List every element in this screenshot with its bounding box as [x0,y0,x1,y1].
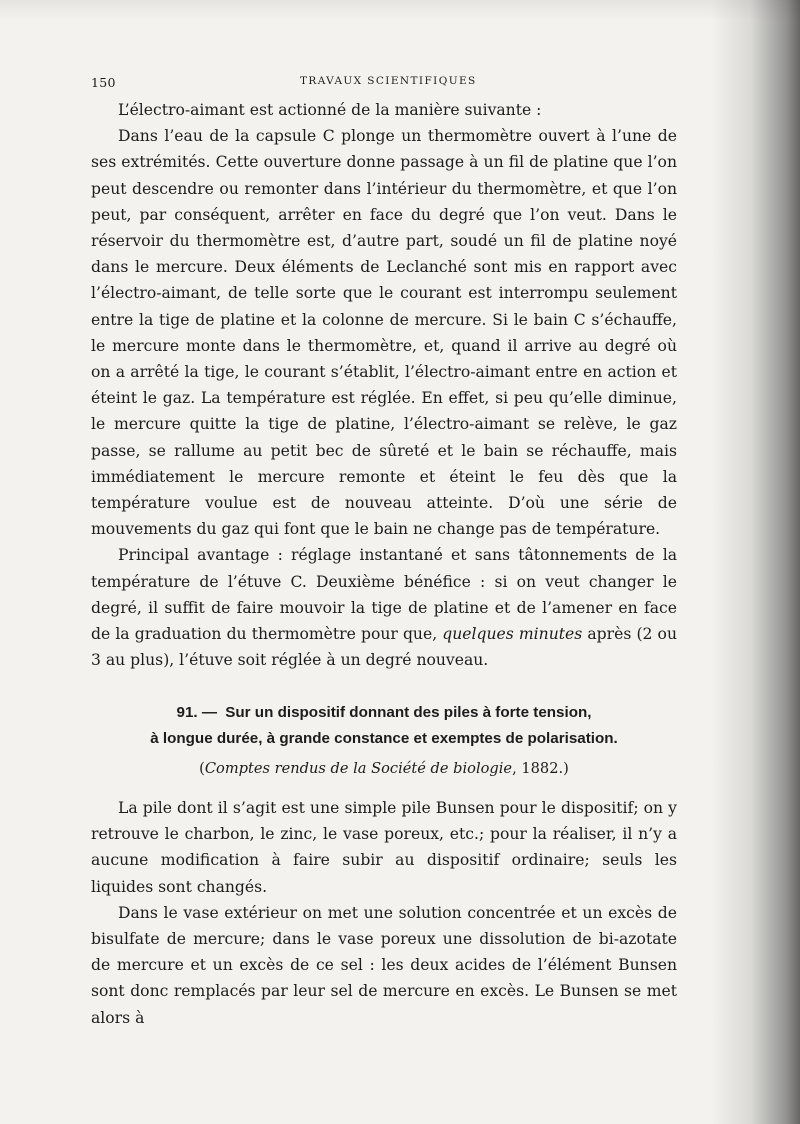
scan-shadow-top [0,0,800,20]
section-number: 91. — [176,704,218,721]
section-title-part-1: Sur un dispositif donnant des piles à forte tension, [225,704,592,721]
section-title-part-2: à longue durée, à grande constance et exemptes de polarisation. [150,730,618,747]
running-head: TRAVAUX SCIENTIFIQUES [300,75,477,87]
body-text-bottom [91,795,677,1031]
paragraph [91,542,677,673]
paragraph: Dans l’eau de la capsule C plonge un thermomètre ouvert à l’une de ses extrémités. Cette ouverture donne passage à un fil de platine que l’on peut descendre ou remonter dans l’intérieur du thermomètre, et que l’on peut, par conséquent, arrêter en face du degré que l’on veut. Dans le réservoir du thermomètre est, d’autre part, soudé un fil de platine noyé dans le mercure. Deux éléments de Leclanché sont mis en rapport avec l’électro-aimant, de telle sorte que le courant est interrompu seulement entre la tige de platine et la colonne de mercure. Si le bain C s’échauffe, le mercure monte dans le thermomètre, et, quand il arrive au degré où on a arrêté la tige, le courant s’établit, l’électro-aimant entre en action et éteint le gaz. La température est réglée. En effet, si peu qu’elle diminue, le mercure quitte la tige de platine, l’électro-aimant se relève, le gaz passe, se rallume au petit bec de sûreté et le bain se réchauffe, mais immédiatement le mercure remonte et éteint le feu dès que la température voulue est de nouveau atteinte. D’où une série de mouvements du gaz qui font que le bain ne change pas de température. [91,127,677,539]
source-citation [91,760,677,777]
paragraph-text: Principal avantage : réglage instantané et sans tâtonnements de la température de l’étuve C. Deuxième bénéfice : si on veut changer le degré, il suffit de faire mouvoir la tige de platine et de l’amener en face de la graduation du thermomètre pour que, [91,546,677,644]
citation-journal: Comptes rendus de la Société de biologie [204,760,513,777]
italic-phrase: quelques minutes [442,625,583,644]
paragraph: L’électro-aimant est actionné de la manière suivante : [118,101,542,119]
paragraph-text: après (2 ou 3 au plus), l’étuve soit réglée à un degré nouveau. [91,625,677,670]
scan-shadow-right [710,0,800,1124]
section-heading [91,700,677,752]
paragraph: Dans le vase extérieur on met une solution concentrée et un excès de bisulfate de mercure; dans le vase poreux une dissolution de bi-azotate de mercure et un excès de ce sel : les deux acides de l’élément Bunsen sont donc remplacés par leur sel de mercure en excès. Le Bunsen se met alors à [91,903,677,1027]
citation-paren: ( [199,760,205,777]
section-heading-line-1 [91,700,677,726]
page-number: 150 [91,75,116,90]
citation-year: , 1882.) [512,760,569,777]
body-text-top [91,97,677,673]
paragraph: La pile dont il s’agit est une simple pile Bunsen pour le dispositif; on y retrouve le charbon, le zinc, le vase poreux, etc.; pour la réaliser, il n’y a aucune modification à faire subir au dispositif ordinaire; seuls les liquides sont changés. [91,799,677,896]
